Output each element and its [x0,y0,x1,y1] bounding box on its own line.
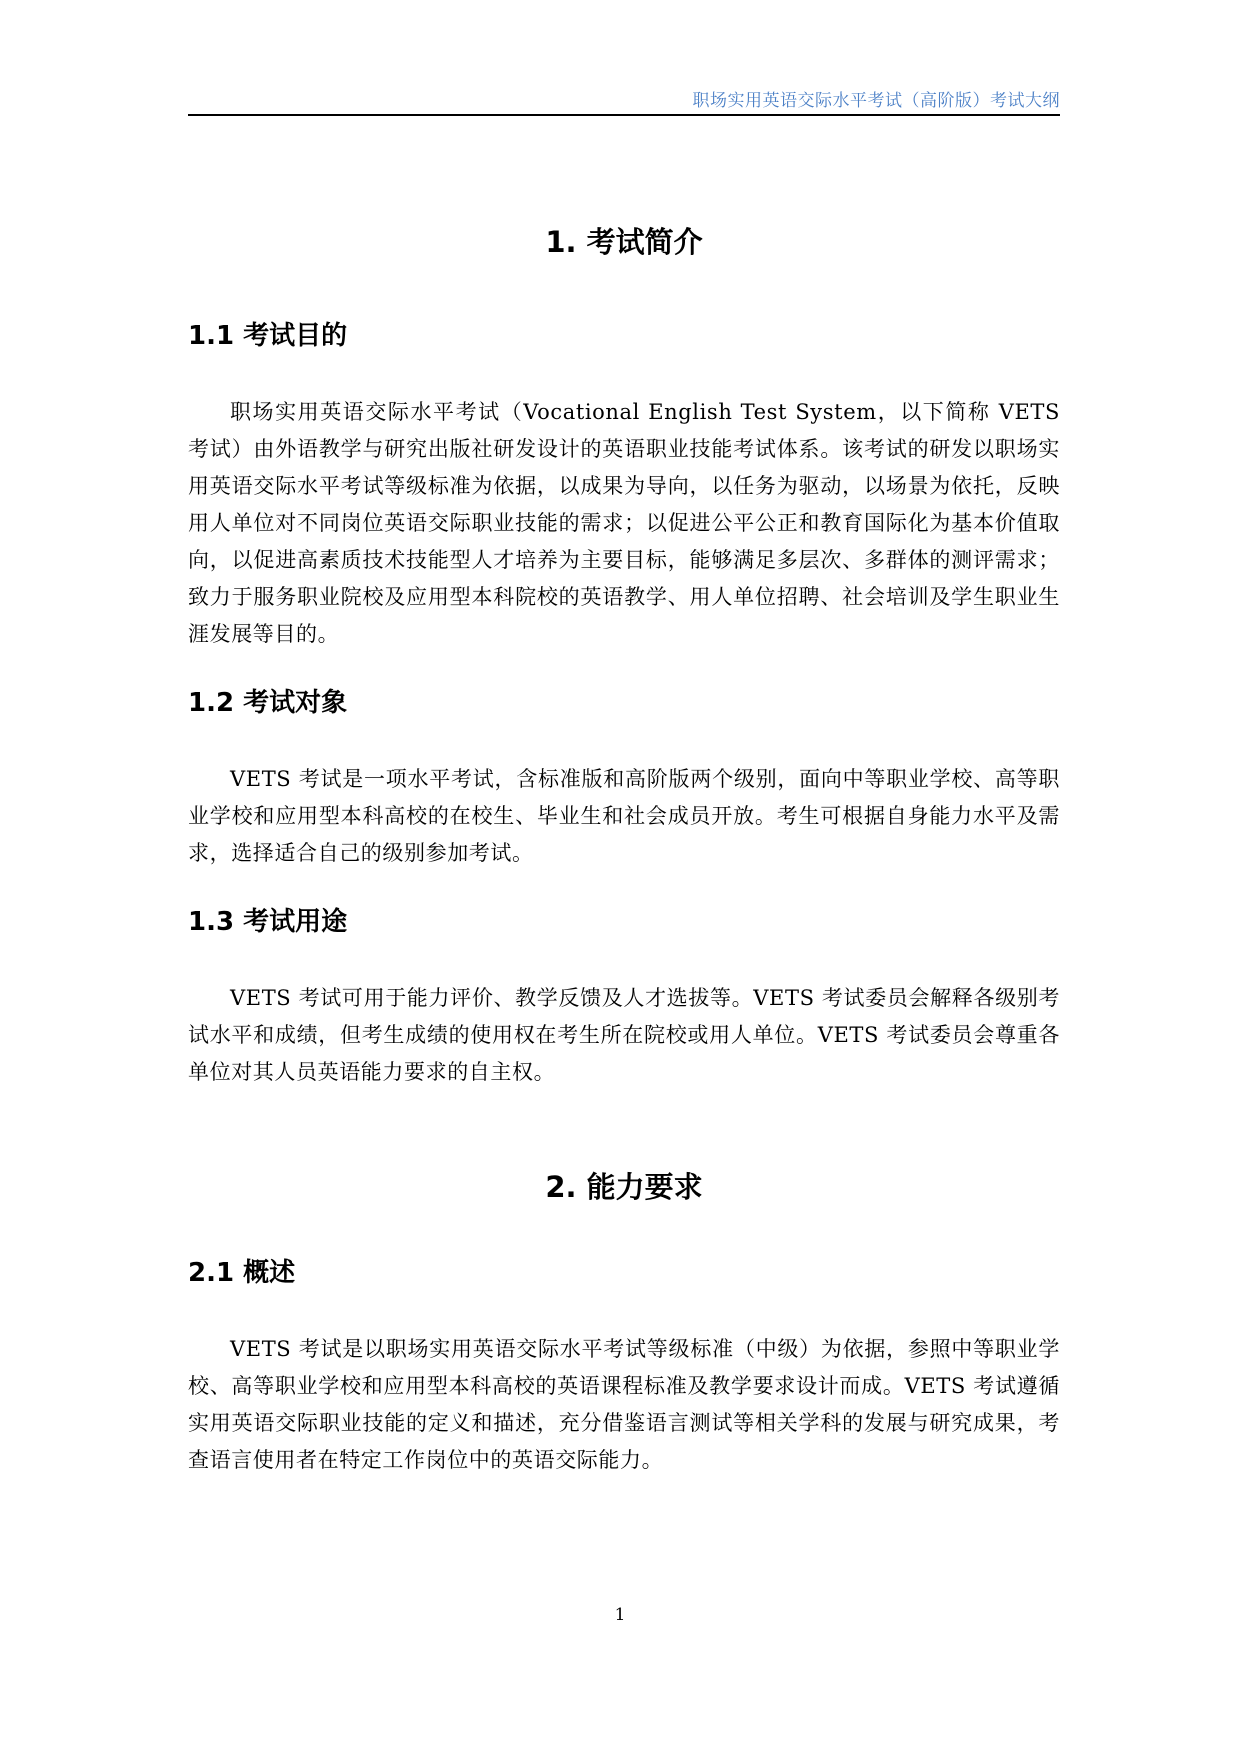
section-1-1-paragraph: 职场实用英语交际水平考试（Vocational English Test System，以下简称 VETS 考试）由外语教学与研究出版社研发设计的英语职业技能考试体系。该考试的研发以职场实用英语交际水平考试等级标准为依据，以成果为导向，以任务为驱动，以场景为依托，反映用人单位对不同岗位英语交际职业技能的需求；以促进公平公正和教育国际化为基本价值取向，以促进高素质技术技能型人才培养为主要目标，能够满足多层次、多群体的测评需求；致力于服务职业院校及应用型本科院校的英语教学、用人单位招聘、社会培训及学生职业生涯发展等目的。 [188,400,1060,646]
section-1-3-paragraph: VETS 考试可用于能力评价、教学反馈及人才选拔等。VETS 考试委员会解释各级别考试水平和成绩，但考生成绩的使用权在考生所在院校或用人单位。VETS 考试委员会尊重各单位对其人员英语能力要求的自主权。 [188,986,1060,1084]
section-2-1-paragraph: VETS 考试是以职场实用英语交际水平考试等级标准（中级）为依据，参照中等职业学校、高等职业学校和应用型本科高校的英语课程标准及教学要求设计而成。VETS 考试遵循实用英语交际职业技能的定义和描述，充分借鉴语言测试等相关学科的发展与研究成果，考查语言使用者在特定工作岗位中的英语交际能力。 [188,1337,1060,1472]
header-rule [188,114,1060,116]
page-number: 1 [614,1605,626,1625]
page-content [188,222,1060,1479]
chapter-1-title: 1. 考试简介 [545,225,703,259]
section-1-2-title: 1.2 考试对象 [188,688,348,718]
chapter-2-title: 2. 能力要求 [545,1170,703,1204]
section-2-1-title: 2.1 概述 [188,1258,296,1288]
running-header: 职场实用英语交际水平考试（高阶版）考试大纲 [692,91,1060,111]
section-1-1-title: 1.1 考试目的 [188,321,348,351]
section-1-2-paragraph: VETS 考试是一项水平考试，含标准版和高阶版两个级别，面向中等职业学校、高等职业学校和应用型本科高校的在校生、毕业生和社会成员开放。考生可根据自身能力水平及需求，选择适合自己的级别参加考试。 [188,767,1060,865]
section-1-3-title: 1.3 考试用途 [188,907,348,937]
